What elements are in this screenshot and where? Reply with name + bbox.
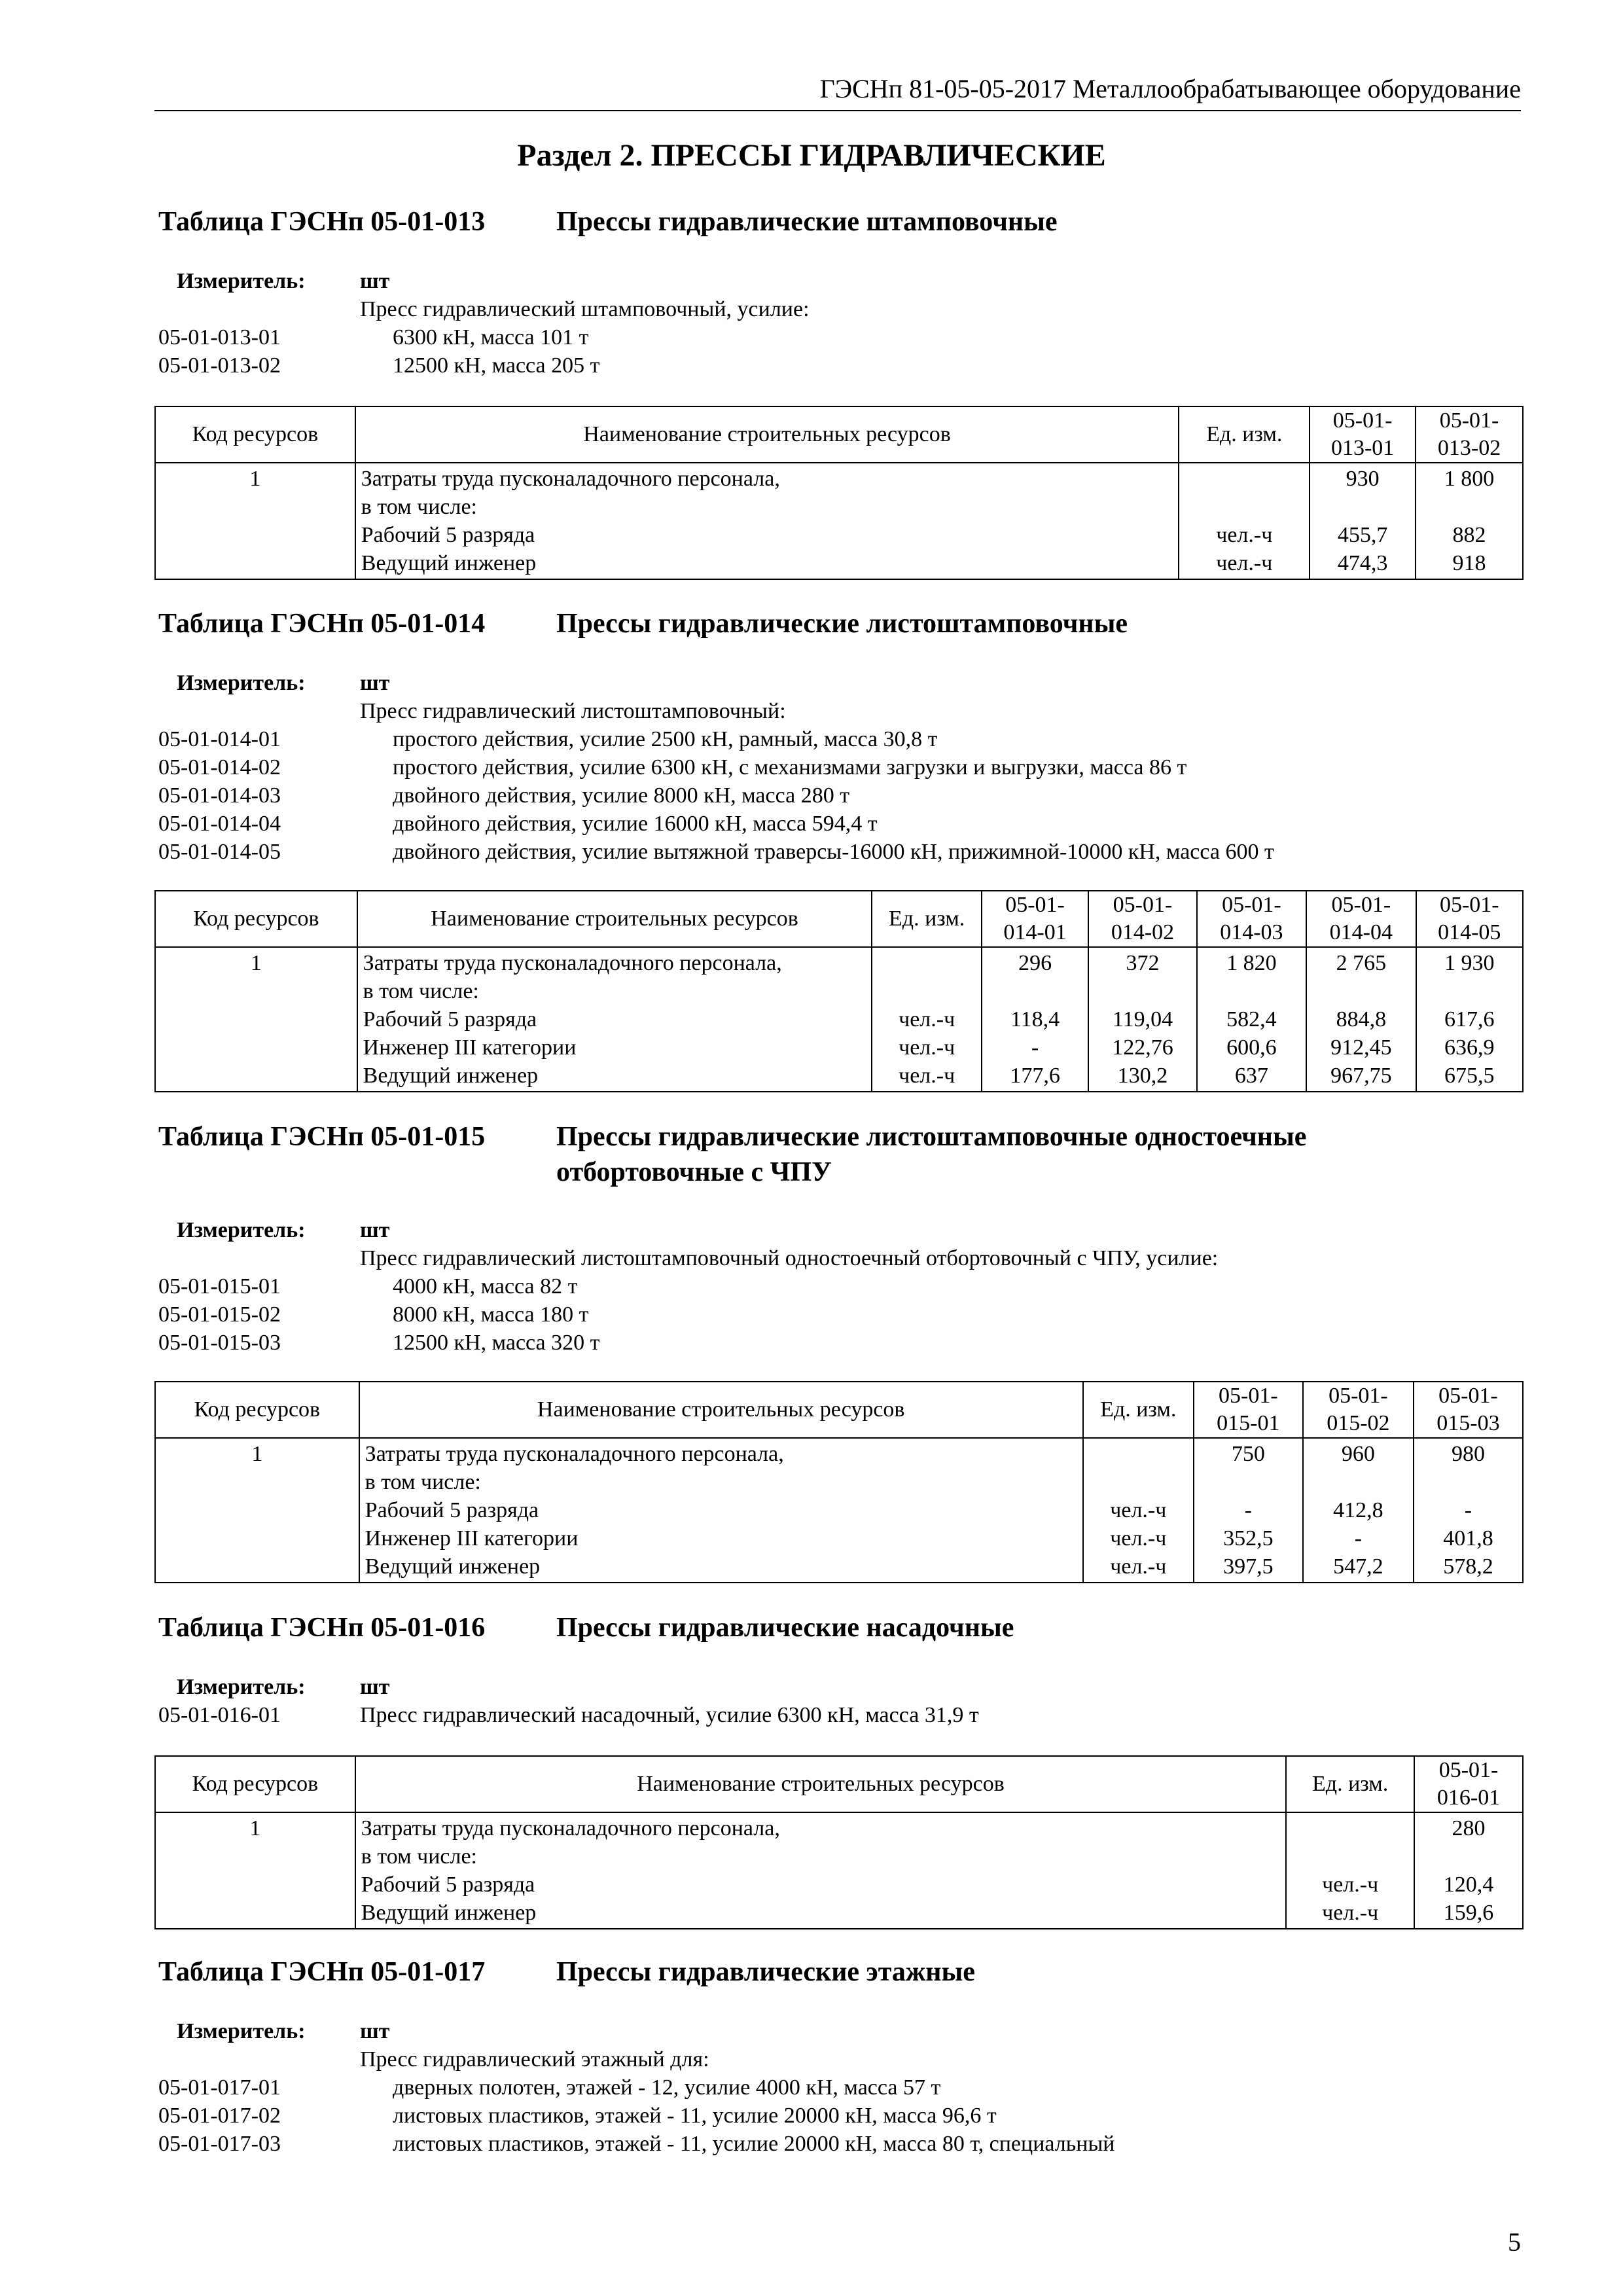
- item-text: Пресс гидравлический насадочный, усилие 6300 кН, масса 31,9 т: [360, 1703, 979, 1727]
- col-name-header: Наименование строительных ресурсов: [357, 891, 872, 947]
- table-013-meter: [158, 267, 810, 380]
- table-number: Таблица ГЭСНп 05-01-014: [158, 609, 486, 639]
- item-code: 05-01-017-02: [158, 2104, 281, 2128]
- item-text: 4000 кН, масса 82 т: [393, 1274, 578, 1299]
- table-name: Прессы гидравлические листоштамповочные одностоечные отбортовочные с ЧПУ: [556, 1122, 1307, 1187]
- col-code-header: Код ресурсов: [155, 1382, 359, 1438]
- resource-values: 2 765 884,8 912,45 967,75: [1306, 947, 1416, 1092]
- col-header: 05-01- 016-01: [1414, 1756, 1523, 1812]
- item-intro: Пресс гидравлический листоштамповочный:: [360, 699, 786, 723]
- meter-label: Измеритель:: [177, 2019, 306, 2043]
- col-header: 05-01- 014-04: [1306, 891, 1416, 947]
- resource-units: чел.-ч чел.-ч чел.-ч: [1083, 1438, 1194, 1583]
- item-text: двойного действия, усилие 8000 кН, масса 280 т: [393, 783, 850, 808]
- resource-code: 1: [155, 1812, 355, 1929]
- col-header: 05-01- 015-02: [1303, 1382, 1414, 1438]
- table-016-resources: [154, 1755, 1524, 1929]
- col-header: 05-01- 013-02: [1416, 406, 1523, 463]
- item-intro: Пресс гидравлический этажный для:: [360, 2047, 709, 2072]
- resource-names: Затраты труда пусконаладочного персонала, в том числе: Рабочий 5 разряда Ведущий инженер: [355, 1812, 1286, 1929]
- item-code: 05-01-015-03: [158, 1331, 281, 1355]
- item-intro: Пресс гидравлический листоштамповочный одностоечный отбортовочный с ЧПУ, усилие:: [360, 1246, 1219, 1270]
- table-name: Прессы гидравлические этажные: [556, 1957, 975, 1987]
- table-017-title: [158, 1954, 1538, 1990]
- resource-values: 980 - 401,8 578,2: [1414, 1438, 1523, 1583]
- resource-values: 750 - 352,5 397,5: [1194, 1438, 1303, 1583]
- resource-code: 1: [155, 463, 355, 579]
- item-text: листовых пластиков, этажей - 11, усилие 20000 кН, масса 96,6 т: [393, 2104, 997, 2128]
- table-015-meter: [158, 1216, 1218, 1357]
- col-header: 05-01- 015-01: [1194, 1382, 1303, 1438]
- item-code: 05-01-017-01: [158, 2075, 281, 2100]
- resource-units: чел.-ч чел.-ч: [1286, 1812, 1414, 1929]
- meter-unit: шт: [360, 269, 390, 293]
- table-014-resources: [154, 890, 1524, 1092]
- meter-unit: шт: [360, 1218, 390, 1242]
- meter-label: Измеритель:: [177, 671, 306, 695]
- item-text: двойного действия, усилие вытяжной траверсы-16000 кН, прижимной-10000 кН, масса 600 т: [393, 840, 1274, 864]
- meter-unit: шт: [360, 1675, 390, 1699]
- col-header: 05-01- 014-01: [982, 891, 1088, 947]
- resource-code: 1: [155, 947, 357, 1092]
- item-text: листовых пластиков, этажей - 11, усилие 20000 кН, масса 80 т, специальный: [393, 2132, 1115, 2156]
- item-text: 12500 кН, масса 205 т: [393, 353, 600, 378]
- resource-names: Затраты труда пусконаладочного персонала, в том числе: Рабочий 5 разряда Ведущий инженер: [355, 463, 1179, 579]
- resource-values: 1 800 882 918: [1416, 463, 1523, 579]
- col-code-header: Код ресурсов: [155, 891, 357, 947]
- resource-units: чел.-ч чел.-ч чел.-ч: [872, 947, 981, 1092]
- resource-code: 1: [155, 1438, 359, 1583]
- table-014-meter: [158, 669, 1274, 866]
- meter-label: Измеритель:: [177, 1218, 306, 1242]
- running-header: ГЭСНп 81-05-05-2017 Металлообрабатывающее оборудование: [154, 73, 1521, 111]
- table-number: Таблица ГЭСНп 05-01-013: [158, 207, 486, 237]
- item-text: двойного действия, усилие 16000 кН, масса 594,4 т: [393, 812, 878, 836]
- item-text: простого действия, усилие 2500 кН, рамный, масса 30,8 т: [393, 727, 938, 751]
- item-text: 8000 кН, масса 180 т: [393, 1302, 589, 1327]
- table-015-resources: [154, 1381, 1524, 1583]
- section-title: Раздел 2. ПРЕССЫ ГИДРАВЛИЧЕСКИЕ: [517, 138, 1106, 173]
- meter-unit: шт: [360, 671, 390, 695]
- table-row: [155, 1812, 1523, 1929]
- resource-units: чел.-ч чел.-ч: [1179, 463, 1310, 579]
- col-code-header: Код ресурсов: [155, 406, 355, 463]
- resource-values: 372 119,04 122,76 130,2: [1088, 947, 1196, 1092]
- col-name-header: Наименование строительных ресурсов: [355, 1756, 1286, 1812]
- table-name: Прессы гидравлические листоштамповочные: [556, 609, 1128, 639]
- col-name-header: Наименование строительных ресурсов: [359, 1382, 1083, 1438]
- col-header: 05-01- 014-03: [1197, 891, 1306, 947]
- item-code: 05-01-015-02: [158, 1302, 281, 1327]
- resource-values: 930 455,7 474,3: [1310, 463, 1416, 579]
- table-name: Прессы гидравлические насадочные: [556, 1613, 1014, 1643]
- item-code: 05-01-014-03: [158, 783, 281, 808]
- col-unit-header: Ед. изм.: [872, 891, 981, 947]
- table-013-resources: [154, 406, 1524, 580]
- item-code: 05-01-013-02: [158, 353, 281, 378]
- table-017-meter: [158, 2017, 1115, 2158]
- item-code: 05-01-015-01: [158, 1274, 281, 1299]
- resource-values: 1 930 617,6 636,9 675,5: [1416, 947, 1523, 1092]
- table-013-title: [158, 204, 1538, 240]
- meter-unit: шт: [360, 2019, 390, 2043]
- table-row: [155, 1438, 1523, 1583]
- table-row: [155, 947, 1523, 1092]
- col-header: 05-01- 013-01: [1310, 406, 1416, 463]
- col-code-header: Код ресурсов: [155, 1756, 355, 1812]
- item-code: 05-01-014-05: [158, 840, 281, 864]
- resource-values: 280 120,4 159,6: [1414, 1812, 1523, 1929]
- item-text: 12500 кН, масса 320 т: [393, 1331, 600, 1355]
- table-016-meter: [158, 1673, 979, 1729]
- table-number: Таблица ГЭСНп 05-01-016: [158, 1613, 486, 1643]
- resource-values: 1 820 582,4 600,6 637: [1197, 947, 1306, 1092]
- item-code: 05-01-016-01: [158, 1703, 281, 1727]
- col-name-header: Наименование строительных ресурсов: [355, 406, 1179, 463]
- item-code: 05-01-014-04: [158, 812, 281, 836]
- item-code: 05-01-014-02: [158, 755, 281, 780]
- col-header: 05-01- 015-03: [1414, 1382, 1523, 1438]
- item-text: 6300 кН, масса 101 т: [393, 325, 589, 350]
- item-text: простого действия, усилие 6300 кН, с механизмами загрузки и выгрузки, масса 86 т: [393, 755, 1187, 780]
- table-015-title: [158, 1119, 1538, 1190]
- item-code: 05-01-014-01: [158, 727, 281, 751]
- resource-values: 296 118,4 - 177,6: [982, 947, 1088, 1092]
- resource-values: 960 412,8 - 547,2: [1303, 1438, 1414, 1583]
- resource-names: Затраты труда пусконаладочного персонала, в том числе: Рабочий 5 разряда Инженер III категории Ведущий инженер: [357, 947, 872, 1092]
- table-number: Таблица ГЭСНп 05-01-015: [158, 1122, 486, 1152]
- col-header: 05-01- 014-05: [1416, 891, 1523, 947]
- meter-label: Измеритель:: [177, 269, 306, 293]
- table-016-title: [158, 1610, 1538, 1645]
- col-unit-header: Ед. изм.: [1286, 1756, 1414, 1812]
- item-code: 05-01-013-01: [158, 325, 281, 350]
- col-header: 05-01- 014-02: [1088, 891, 1196, 947]
- col-unit-header: Ед. изм.: [1083, 1382, 1194, 1438]
- table-row: [155, 463, 1523, 579]
- item-intro: Пресс гидравлический штамповочный, усилие:: [360, 297, 810, 321]
- col-unit-header: Ед. изм.: [1179, 406, 1310, 463]
- page-number: 5: [1508, 2227, 1521, 2257]
- item-text: дверных полотен, этажей - 12, усилие 4000 кН, масса 57 т: [393, 2075, 941, 2100]
- table-number: Таблица ГЭСНп 05-01-017: [158, 1957, 486, 1987]
- resource-names: Затраты труда пусконаладочного персонала, в том числе: Рабочий 5 разряда Инженер III категории Ведущий инженер: [359, 1438, 1083, 1583]
- item-code: 05-01-017-03: [158, 2132, 281, 2156]
- table-name: Прессы гидравлические штамповочные: [556, 207, 1058, 237]
- table-014-title: [158, 606, 1538, 641]
- meter-label: Измеритель:: [177, 1675, 306, 1699]
